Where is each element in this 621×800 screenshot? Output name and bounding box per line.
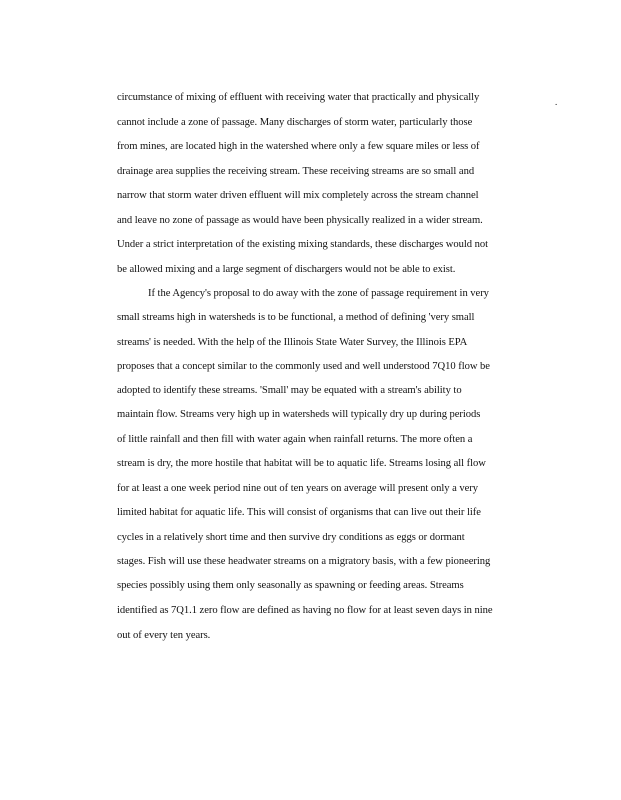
paragraph-line: drainage area supplies the receiving stream. These receiving streams are so small and — [117, 166, 475, 177]
paragraph-line: Under a strict interpretation of the existing mixing standards, these discharges would not — [117, 239, 489, 250]
paragraph-line: streams' is needed. With the help of the Illinois State Water Survey, the Illinois EPA — [117, 337, 468, 348]
paragraph-line: adopted to identify these streams. 'Small' may be equated with a stream's ability to — [117, 385, 462, 396]
paragraph-line: cycles in a relatively short time and then survive dry conditions as eggs or dormant — [117, 532, 465, 543]
paragraph-line: for at least a one week period nine out of ten years on average will present only a very — [117, 483, 478, 494]
paragraph-line: from mines, are located high in the watershed where only a few square miles or less of — [117, 141, 480, 152]
paragraph-line: maintain flow. Streams very high up in watersheds will typically dry up during periods — [117, 409, 481, 420]
paragraph-line: stream is dry, the more hostile that habitat will be to aquatic life. Streams losing all flow — [117, 458, 486, 469]
paragraph-line: of little rainfall and then fill with water again when rainfall returns. The more often a — [117, 434, 473, 445]
paragraph-line: circumstance of mixing of effluent with receiving water that practically and physically — [117, 92, 480, 103]
paragraph-line: small streams high in watersheds is to be functional, a method of defining 'very small — [117, 312, 475, 323]
paragraph-line: and leave no zone of passage as would have been physically realized in a wider stream. — [117, 215, 483, 226]
paragraph-line: cannot include a zone of passage. Many discharges of storm water, particularly those — [117, 117, 473, 128]
paragraph-line: species possibly using them only seasonally as spawning or feeding areas. Streams — [117, 580, 464, 591]
paragraph-line: proposes that a concept similar to the commonly used and well understood 7Q10 flow be — [117, 361, 490, 372]
paragraph-line: narrow that storm water driven effluent will mix completely across the stream channel — [117, 190, 479, 201]
paragraph-line: out of every ten years. — [117, 630, 211, 641]
paragraph-line: limited habitat for aquatic life. This will consist of organisms that can live out their life — [117, 507, 481, 518]
paragraph-line: be allowed mixing and a large segment of dischargers would not be able to exist. — [117, 264, 456, 275]
stray-mark: . — [555, 97, 558, 107]
paragraph-line: stages. Fish will use these headwater streams on a migratory basis, with a few pioneering — [117, 556, 491, 567]
paragraph-line: identified as 7Q1.1 zero flow are defined as having no flow for at least seven days in nine — [117, 605, 493, 616]
paragraph-line: If the Agency's proposal to do away with the zone of passage requirement in very — [148, 288, 489, 299]
